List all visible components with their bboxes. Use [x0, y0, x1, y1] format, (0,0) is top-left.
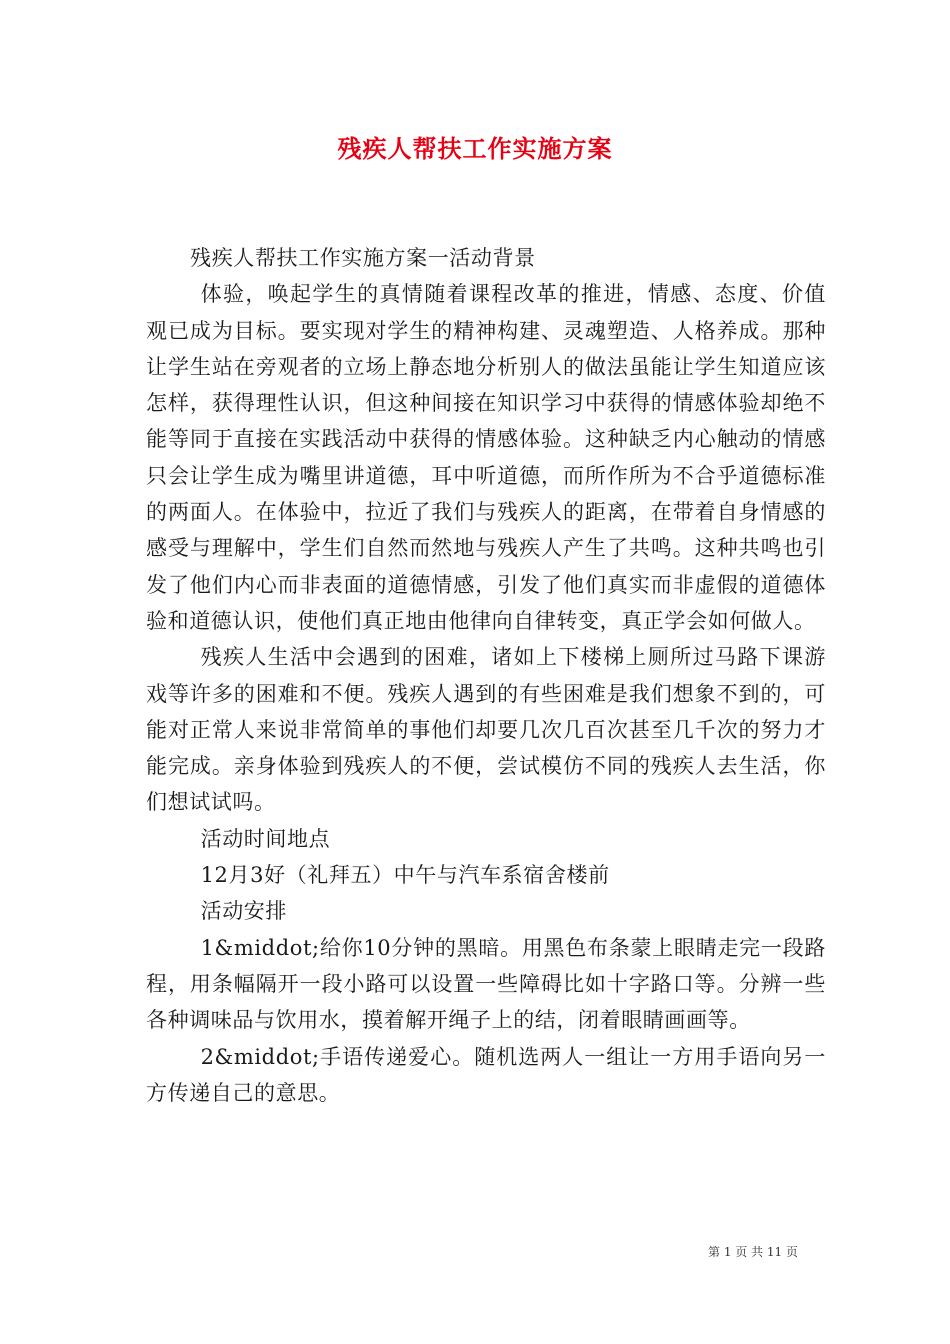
arrangement-heading: 活动安排 [200, 899, 287, 924]
document-title: 残疾人帮扶工作实施方案 [337, 134, 613, 163]
time-place-detail: 12月3好（礼拜五）中午与汽车系宿舍楼前 [200, 863, 610, 888]
page-number: 第 1 页 共 11 页 [708, 1245, 798, 1259]
difficulty-paragraph: 残疾人生活中会遇到的困难，诸如上下楼梯上厕所过马路下课游戏等许多的困难和不便。残疾人遇到的有些困难是我们想象不到的，可能对正常人来说非常简单的事他们却要几次几百次甚至几千次的努力才能完成。亲身体验到残疾人的不便，尝试模仿不同的残疾人去生活，你们想试试吗。 [146, 645, 826, 815]
arrangement-item-1: 1&middot;给你10分钟的黑暗。用黑色布条蒙上眼睛走完一段路程，用条幅隔开一段小路可以设置一些障碍比如十字路口等。分辨一些各种调味品与饮用水，摸着解开绳子上的结，闭着眼睛画画等。 [146, 935, 826, 1033]
document-body [146, 240, 826, 1111]
background-paragraph: 体验，唤起学生的真情随着课程改革的推进，情感、态度、价值观已成为目标。要实现对学生的精神构建、灵魂塑造、人格养成。那种让学生站在旁观者的立场上静态地分析别人的做法虽能让学生知道应该怎样，获得理性认识，但这种间接在知识学习中获得的情感体验却绝不能等同于直接在实践活动中获得的情感体验。这种缺乏内心触动的情感只会让学生成为嘴里讲道德，耳中听道德，而所作所为不合乎道德标准的两面人。在体验中，拉近了我们与残疾人的距离，在带着自身情感的感受与理解中，学生们自然而然地与残疾人产生了共鸣。这种共鸣也引发了他们内心而非表面的道德情感，引发了他们真实而非虚假的道德体验和道德认识，使他们真正地由他律向自律转变，真正学会如何做人。 [146, 282, 826, 633]
background-heading: 残疾人帮扶工作实施方案一活动背景 [190, 246, 536, 270]
time-place-heading: 活动时间地点 [200, 826, 331, 851]
arrangement-item-2: 2&middot;手语传递爱心。随机选两人一组让一方用手语向另一方传递自己的意思。 [146, 1044, 826, 1105]
